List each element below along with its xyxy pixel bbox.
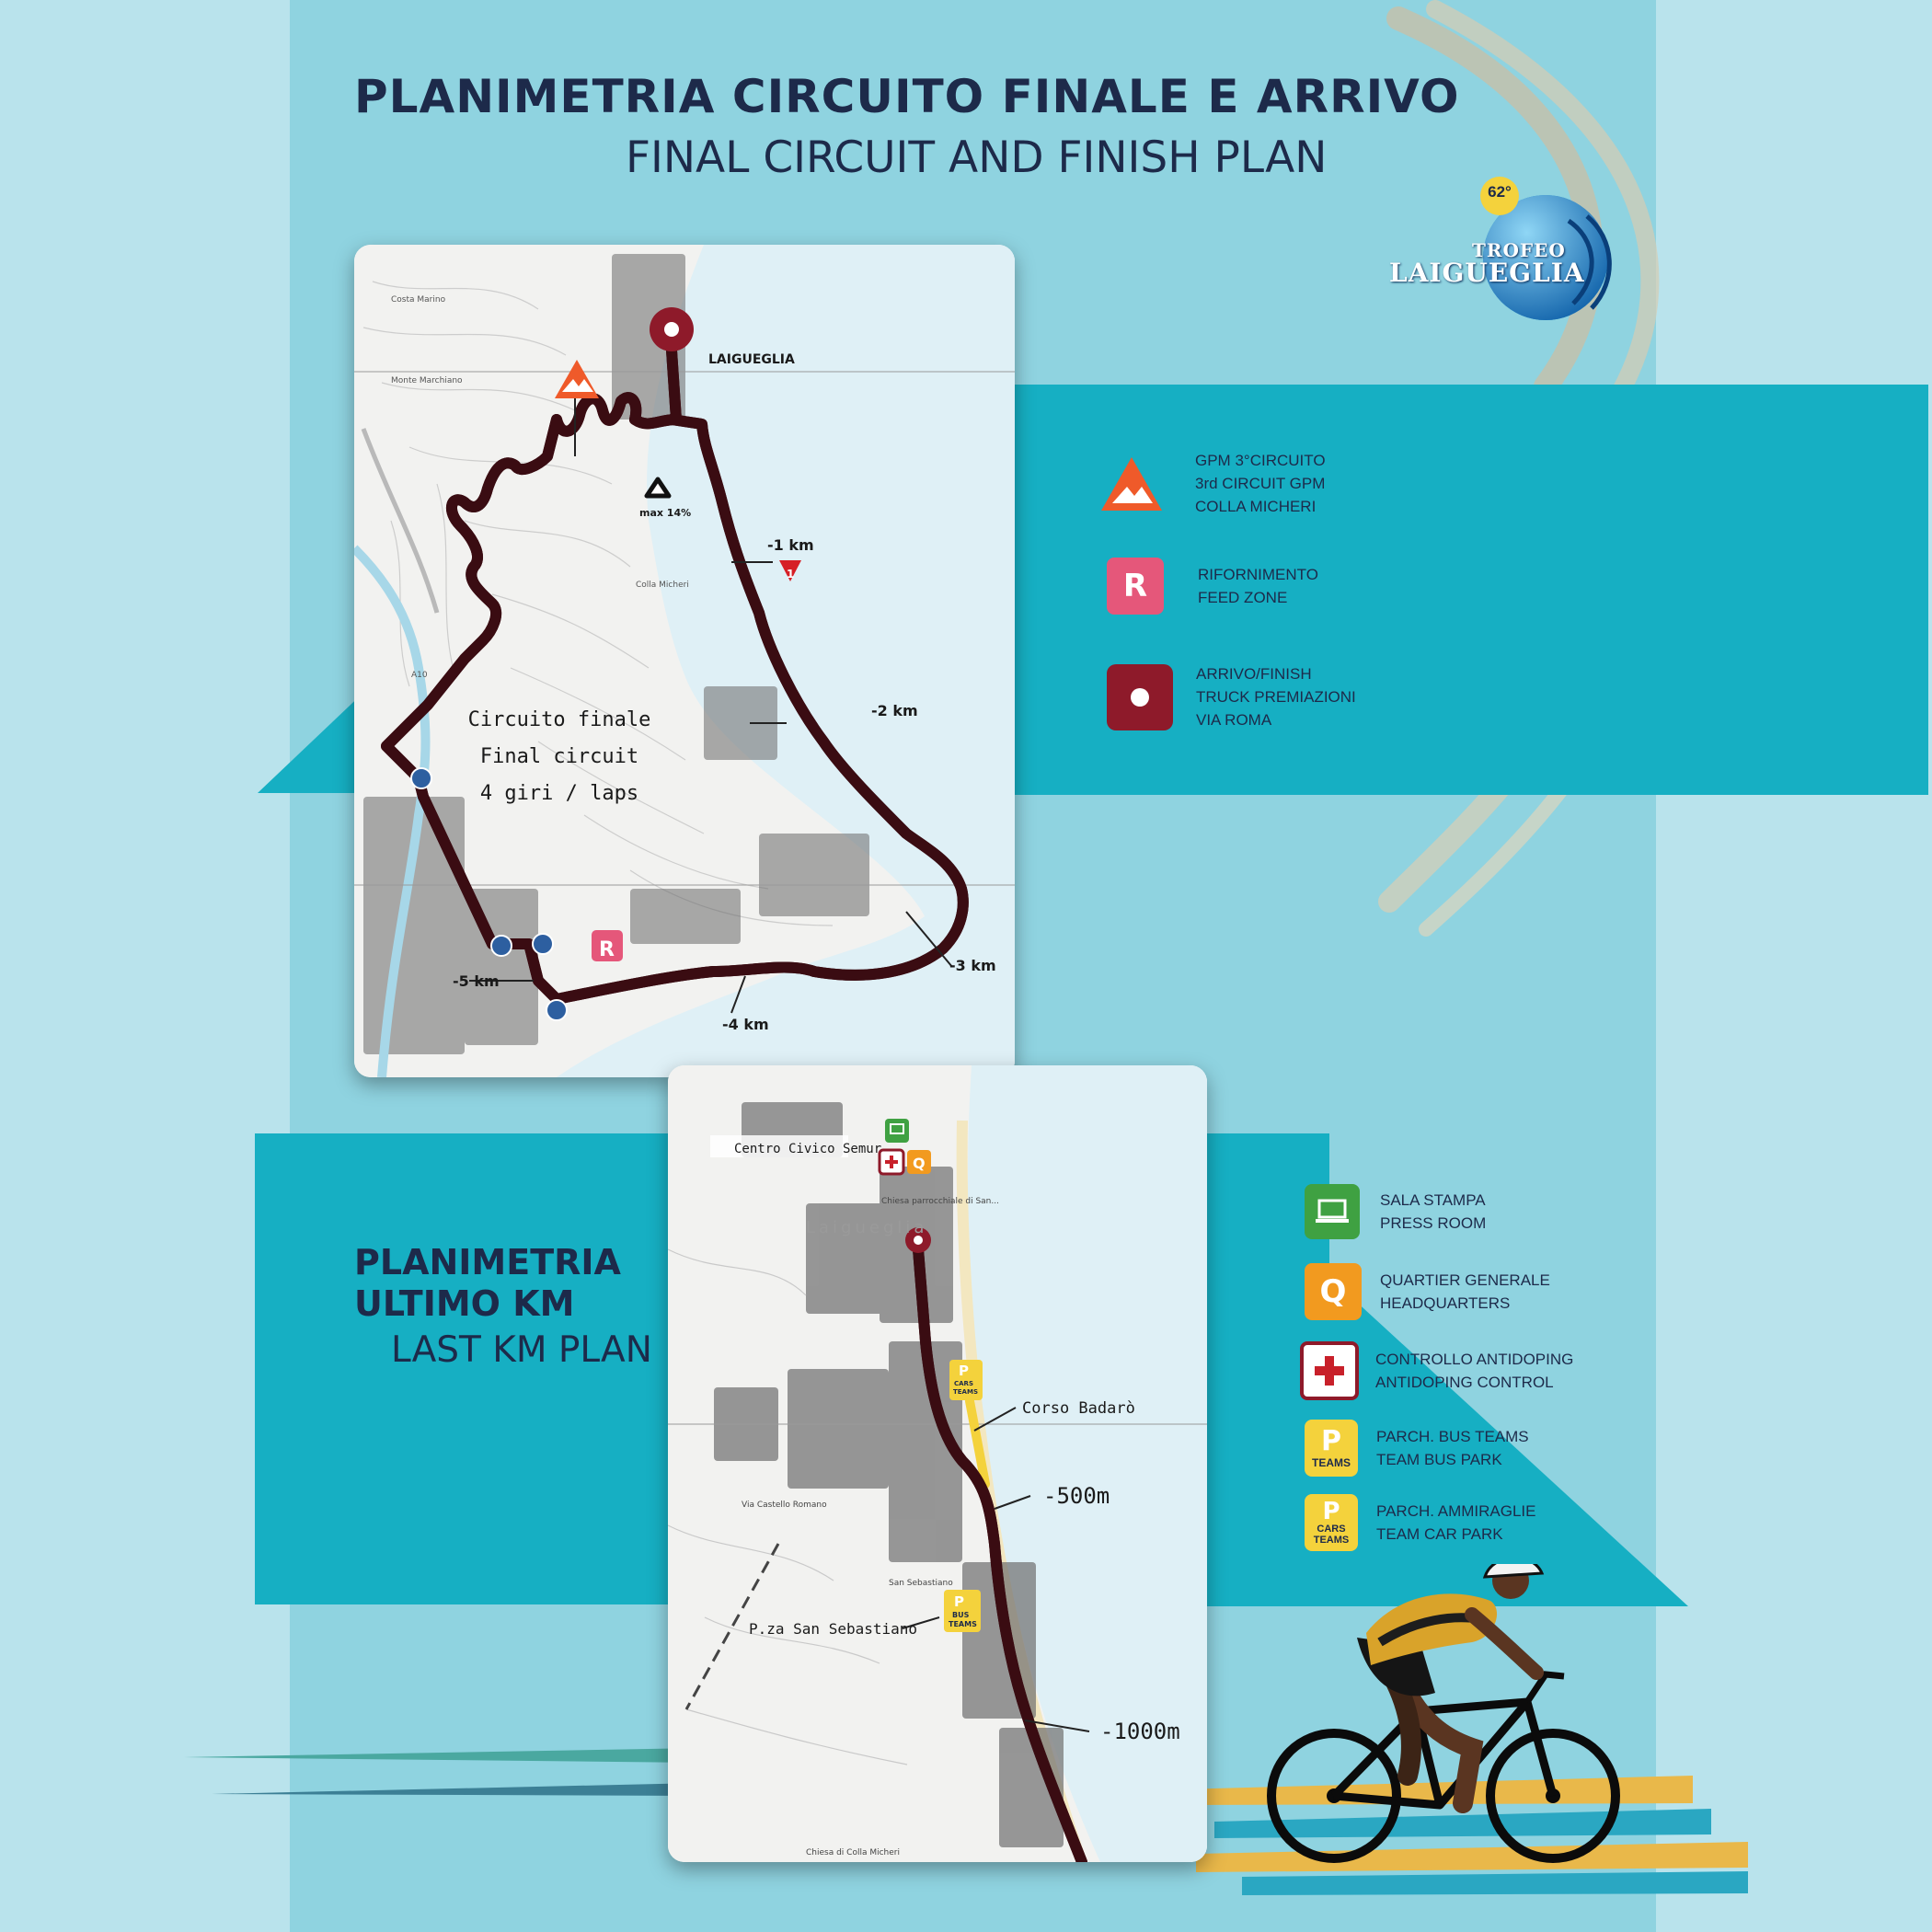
- map2-hq-letter: Q: [913, 1155, 926, 1172]
- label-san-sebastiano: San Sebastiano: [889, 1579, 953, 1588]
- legend-press-line2: PRESS ROOM: [1380, 1214, 1487, 1232]
- trofeo-logo: [1371, 166, 1628, 322]
- label-via-castello: Via Castello Romano: [742, 1501, 827, 1510]
- legend-antidoping-line2: ANTIDOPING CONTROL: [1375, 1374, 1554, 1391]
- legend-feed-line1: RIFORNIMENTO: [1198, 566, 1318, 583]
- legend-bus-line2: TEAM BUS PARK: [1376, 1451, 1502, 1468]
- last-km-map-graphic: [668, 1065, 1207, 1862]
- svg-text:P: P: [954, 1593, 964, 1610]
- label-piazza-san-sebastiano: P.za San Sebastiano: [749, 1620, 918, 1638]
- page-title: PLANIMETRIA CIRCUITO FINALE E ARRIVO: [354, 70, 1460, 123]
- legend-gpm-line2: 3rd CIRCUIT GPM: [1195, 475, 1326, 492]
- legend-gpm: [1099, 449, 1326, 518]
- logo-line1: TROFEO: [1472, 239, 1566, 261]
- legend-antidoping: [1300, 1341, 1573, 1400]
- feed-zone-letter: R: [599, 938, 615, 961]
- map1-town-label: LAIGUEGLIA: [708, 352, 795, 367]
- legend-finish-line3: VIA ROMA: [1196, 711, 1272, 729]
- label-chiesa-parrocchiale: Chiesa parrocchiale di San...: [881, 1197, 999, 1206]
- one-km-number: 1: [787, 568, 795, 581]
- label-centro-civico: Centro Civico Semur: [734, 1142, 882, 1156]
- distance-500m: -500m: [1043, 1483, 1110, 1509]
- final-circuit-map-graphic: [354, 245, 1015, 1077]
- circuit-label-3: 4 giri / laps: [479, 782, 639, 805]
- page-subtitle: FINAL CIRCUIT AND FINISH PLAN: [626, 132, 1328, 183]
- legend-feed-line2: FEED ZONE: [1198, 589, 1288, 606]
- legend-hq-line2: HEADQUARTERS: [1380, 1294, 1511, 1312]
- label-laigueglia: Laigueglia: [806, 1218, 928, 1237]
- place-label-costa: Costa Marino: [391, 295, 446, 305]
- finish-icon: [1107, 664, 1173, 730]
- legend-antidoping-line1: CONTROLLO ANTIDOPING: [1375, 1351, 1574, 1368]
- legend-car-park: [1305, 1494, 1536, 1551]
- final-circuit-map[interactable]: [354, 245, 1015, 1077]
- svg-text:TEAMS: TEAMS: [953, 1388, 978, 1396]
- car-park-icon-sub: CARS TEAMS: [1313, 1524, 1350, 1546]
- antidoping-icon: [1300, 1341, 1359, 1400]
- legend-gpm-line3: COLLA MICHERI: [1195, 498, 1317, 515]
- km-mark-4: -4 km: [722, 1016, 769, 1033]
- km-mark-5: -5 km: [453, 972, 500, 990]
- last-km-map[interactable]: [668, 1065, 1207, 1862]
- label-corso-badaro: Corso Badarò: [1022, 1399, 1135, 1418]
- press-room-icon: [1305, 1184, 1360, 1239]
- legend-finish-line1: ARRIVO/FINISH: [1196, 665, 1312, 683]
- bus-park-icon-letter: P: [1321, 1425, 1341, 1457]
- finish-marker: [650, 307, 694, 351]
- map2-cars-park-icon: [949, 1360, 983, 1400]
- last-km-title-2: ULTIMO KM: [354, 1283, 575, 1324]
- car-park-icon: [1305, 1494, 1358, 1551]
- legend-feed-zone: [1107, 558, 1318, 615]
- svg-text:CARS: CARS: [954, 1380, 973, 1387]
- legend-press-line1: SALA STAMPA: [1380, 1191, 1486, 1209]
- place-label-a10: A10: [411, 671, 428, 680]
- feed-zone-icon-letter: R: [1122, 568, 1148, 604]
- place-label-monte: Monte Marchiano: [391, 376, 463, 385]
- svg-text:P: P: [959, 1363, 969, 1379]
- feed-zone-icon: [1107, 558, 1164, 615]
- legend-finish: [1107, 662, 1356, 731]
- legend-gpm-line1: GPM 3°CIRCUITO: [1195, 452, 1326, 469]
- last-km-title-1: PLANIMETRIA: [354, 1242, 621, 1282]
- label-chiesa-colla: Chiesa di Colla Micheri: [806, 1848, 900, 1857]
- gpm-mountain-icon: [1099, 452, 1164, 516]
- bus-park-icon: [1305, 1420, 1358, 1477]
- bus-park-icon-sub: TEAMS: [1312, 1456, 1351, 1469]
- distance-1000m: -1000m: [1100, 1719, 1180, 1744]
- legend-press-room: [1305, 1184, 1486, 1239]
- km-mark-2: -2 km: [871, 702, 918, 719]
- place-label-colla: Colla Micheri: [636, 581, 689, 590]
- logo-line2: LAIGUEGLIA: [1389, 258, 1585, 288]
- km-mark-1: -1 km: [767, 536, 814, 554]
- circuit-label-2: Final circuit: [479, 745, 639, 768]
- map1-max-grade: max 14%: [639, 507, 692, 519]
- circuit-label-1: Circuito finale: [467, 708, 651, 731]
- car-park-icon-letter: P: [1322, 1498, 1340, 1525]
- legend-bus-line1: PARCH. BUS TEAMS: [1376, 1428, 1529, 1445]
- cyclist-illustration: [1260, 1564, 1647, 1877]
- headquarters-icon: [1305, 1263, 1362, 1320]
- legend-finish-line2: TRUCK PREMIAZIONI: [1196, 688, 1356, 706]
- headquarters-icon-letter: Q: [1319, 1273, 1347, 1310]
- last-km-subtitle: LAST KM PLAN: [391, 1329, 652, 1371]
- legend-hq-line1: QUARTIER GENERALE: [1380, 1271, 1550, 1289]
- km-mark-3: -3 km: [949, 957, 996, 974]
- legend-bus-park: [1305, 1420, 1529, 1477]
- legend-car-line2: TEAM CAR PARK: [1376, 1525, 1503, 1543]
- logo-edition: 62°: [1488, 183, 1512, 201]
- map2-press-icon: [885, 1119, 909, 1143]
- map2-bus-park-icon: [944, 1590, 981, 1632]
- legend-headquarters: [1305, 1263, 1550, 1320]
- svg-text:TEAMS: TEAMS: [949, 1620, 977, 1628]
- legend-car-line1: PARCH. AMMIRAGLIE: [1376, 1502, 1536, 1520]
- svg-text:BUS: BUS: [952, 1611, 970, 1619]
